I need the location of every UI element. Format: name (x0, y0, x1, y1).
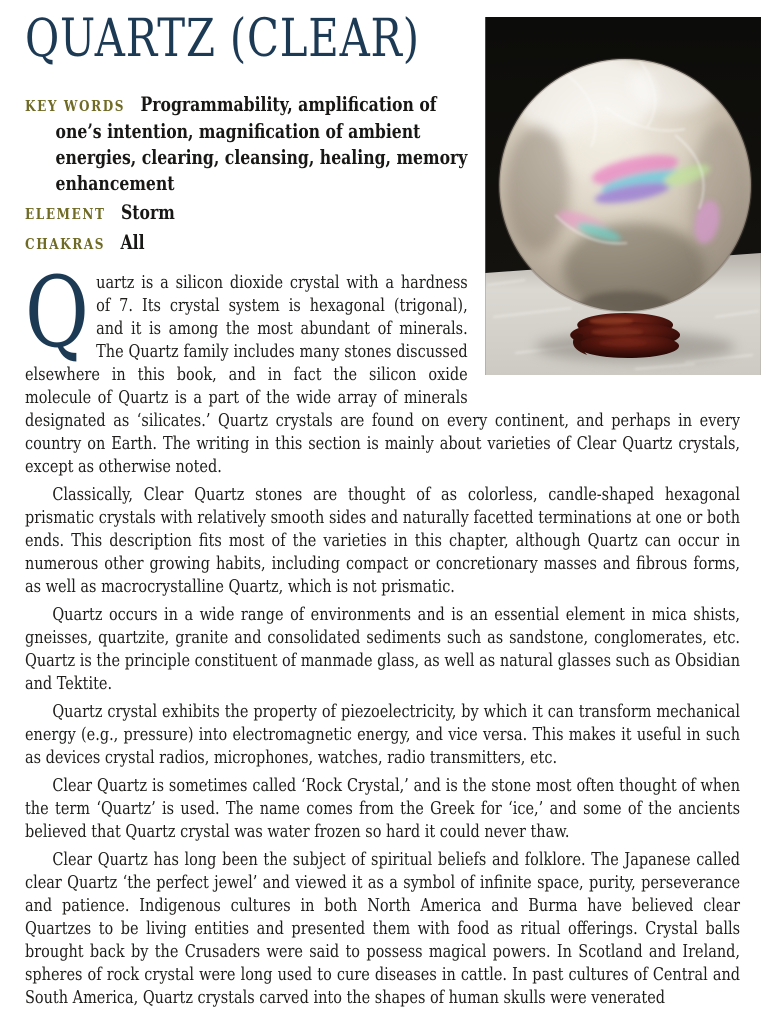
key-words-label: KEY WORDS (25, 97, 126, 115)
quartz-sphere-illustration (485, 17, 761, 375)
lead-paragraph-text: uartz is a silicon dioxide crystal with a hardness of 7. Its crystal system is hexagonal (trigonal), and it is among the most abundant of minerals. The Quartz family includes many stones discussed elsewhere in this book, and in fact the silicon oxide molecule of Quartz is a part of the wide array of minerals designated as ‘silicates.’ Quartz crystals are found on every continent, and perhaps in every country on Earth. The writing in this section is mainly about varieties of Clear Quartz crystals, except as otherwise noted. (25, 272, 741, 477)
page-title: QUARTZ (CLEAR) (25, 9, 420, 69)
element-label: ELEMENT (25, 205, 106, 223)
chakras-label: CHAKRAS (25, 235, 106, 253)
article-body (25, 256, 741, 1009)
quartz-sphere-photo (485, 17, 761, 375)
paragraph: Quartz occurs in a wide range of environments and is an essential element in mica shists, gneisses, quartzite, granite and consolidated sediments such as sandstone, conglomerates, etc. Quartz is the principle constituent of manmade glass, as well as natural glasses such as Obsidian and Tektite. (25, 604, 741, 694)
drop-cap: Q (25, 256, 89, 369)
paragraph: Clear Quartz has long been the subject of spiritual beliefs and folklore. The Japanese called clear Quartz ‘the perfect jewel’ and viewed it as a symbol of infinite space, purity, perseverance and patience. Indigenous cultures in both North America and Burma have believed clear Quartzes to be living entities and presented them with food as ritual offerings. Crystal balls brought back by the Crusaders were said to possess magical powers. In Scotland and Ireland, spheres of rock crystal were long used to cure diseases in cattle. In past cultures of Central and South America, Quartz crystals carved into the shapes of human skulls were venerated (25, 849, 741, 1008)
key-words-value: Programmability, amplification of one’s intention, magnification of ambient energies, clearing, cleansing, healing, memory enhancement (55, 93, 468, 195)
paragraph: Clear Quartz is sometimes called ‘Rock Crystal,’ and is the stone most often thought of when the term ‘Quartz’ is used. The name comes from the Greek for ‘ice,’ and some of the ancients believed that Quartz crystal was water frozen so hard it could never thaw. (25, 775, 741, 842)
element-value: Storm (120, 201, 175, 224)
paragraph: Quartz crystal exhibits the property of piezoelectricity, by which it can transform mechanical energy (e.g., pressure) into electromagnetic energy, and vice versa. This makes it useful in such as devices crystal radios, microphones, watches, radio transmitters, etc. (25, 701, 741, 768)
chakras-value: All (120, 231, 145, 254)
page-content (25, 9, 741, 1009)
paragraph: Classically, Clear Quartz stones are thought of as colorless, candle-shaped hexagonal prismatic crystals with relatively smooth sides and naturally facetted terminations at one or both ends. This description fits most of the varieties in this chapter, although Quartz can occur in numerous other growing habits, including compact or concretionary masses and fibrous forms, as well as macrocrystalline Quartz, which is not prismatic. (25, 484, 741, 597)
